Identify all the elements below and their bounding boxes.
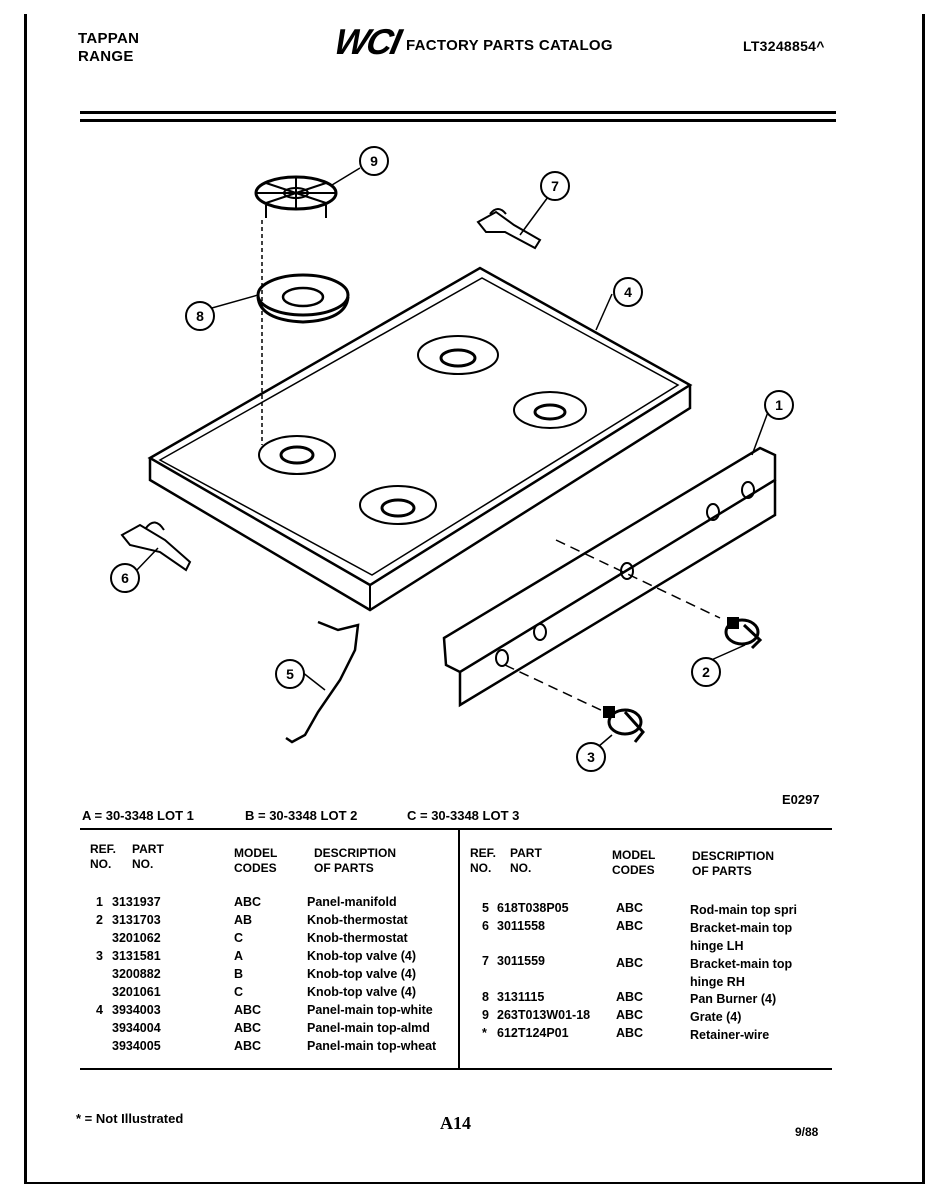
callout-5: 5 — [286, 666, 294, 682]
table-bottom-rule — [80, 1068, 832, 1070]
part-no: 618T038P05 — [497, 901, 569, 915]
description: Knob-top valve (4) — [307, 967, 417, 981]
header-part-right: PART NO. — [510, 846, 542, 875]
part-no: 3200882 — [112, 967, 161, 981]
exploded-parts-diagram — [0, 130, 943, 790]
part-no: 3934004 — [112, 1021, 161, 1035]
ref-no: 8 — [482, 990, 489, 1004]
part-no: 3934005 — [112, 1039, 161, 1053]
ref-no: 3 — [96, 949, 103, 963]
part-no: 612T124P01 — [497, 1026, 569, 1040]
header-part-left: PART NO. — [132, 842, 164, 871]
description: Bracket-main top hinge LH — [690, 921, 793, 953]
part-no: 3131703 — [112, 913, 161, 927]
model-codes: ABC — [234, 1021, 262, 1035]
description: Knob-top valve (4) — [307, 985, 417, 999]
grate — [256, 177, 336, 218]
description: Panel-main top-white — [307, 1003, 433, 1017]
ref-no: 1 — [96, 895, 103, 909]
part-no: 3011559 — [497, 954, 545, 968]
header-rule-bottom — [80, 119, 836, 122]
description: Retainer-wire — [690, 1028, 770, 1042]
callout-7: 7 — [551, 178, 559, 194]
part-no: 3201061 — [112, 985, 161, 999]
callout-6: 6 — [121, 570, 129, 586]
table-top-rule — [80, 828, 832, 830]
callout-9: 9 — [370, 153, 378, 169]
thermostat-knob — [726, 618, 760, 648]
header-ref-right: REF. NO. — [470, 846, 497, 875]
lot-a: A = 30-3348 LOT 1 — [82, 808, 194, 823]
brand-block — [78, 30, 139, 66]
description: Pan Burner (4) — [690, 992, 777, 1006]
model-codes: AB — [234, 913, 253, 927]
description: Knob-thermostat — [307, 913, 408, 927]
hinge-bracket-lh — [122, 522, 190, 570]
model-codes: ABC — [234, 1039, 262, 1053]
part-no: 263T013W01-18 — [497, 1008, 591, 1022]
ref-no: 2 — [96, 913, 103, 927]
main-top-panel — [150, 268, 690, 610]
ref-no: 5 — [482, 901, 489, 915]
date-code: 9/88 — [795, 1125, 819, 1139]
model-codes: ABC — [616, 901, 644, 915]
header-ref-left: REF. NO. — [90, 842, 117, 871]
part-no: 3131581 — [112, 949, 161, 963]
ref-no: 7 — [482, 954, 489, 968]
model-codes: C — [234, 931, 244, 945]
brand-name: TAPPAN — [78, 30, 140, 47]
header-model-right: MODEL CODES — [612, 848, 656, 877]
callout-1: 1 — [775, 397, 783, 413]
model-codes: ABC — [616, 990, 644, 1004]
description: Panel-main top-wheat — [307, 1039, 437, 1053]
lot-b: B = 30-3348 LOT 2 — [245, 808, 358, 823]
table-column-divider — [458, 829, 460, 1068]
wci-logo: WCI — [330, 21, 404, 62]
model-codes: ABC — [234, 1003, 262, 1017]
catalog-title: FACTORY PARTS CATALOG — [406, 37, 613, 54]
burner-pan — [258, 275, 348, 322]
description: Panel-main top-almd — [307, 1021, 430, 1035]
model-codes: A — [234, 949, 244, 963]
ref-no: 9 — [482, 1008, 489, 1022]
model-codes: ABC — [616, 919, 644, 933]
ref-no: * — [482, 1026, 487, 1040]
model-codes: C — [234, 985, 244, 999]
header-desc-right: DESCRIPTION OF PARTS — [692, 849, 775, 878]
description: Knob-top valve (4) — [307, 949, 417, 963]
product-type: RANGE — [78, 48, 134, 65]
description: Knob-thermostat — [307, 931, 408, 945]
part-no: 3011558 — [497, 919, 545, 933]
header-rule-top — [80, 111, 836, 114]
callout-4: 4 — [624, 284, 632, 300]
model-codes: ABC — [616, 1008, 644, 1022]
description: Rod-main top spri — [690, 903, 797, 917]
manifold-panel — [444, 448, 775, 705]
part-no: 3131115 — [497, 990, 545, 1004]
ref-no: 6 — [482, 919, 489, 933]
callout-8: 8 — [196, 308, 204, 324]
header-model-left: MODEL CODES — [234, 846, 278, 875]
lot-c: C = 30-3348 LOT 3 — [407, 808, 520, 823]
page-number: A14 — [440, 1113, 471, 1133]
header-desc-left: DESCRIPTION OF PARTS — [314, 846, 397, 875]
hinge-bracket-rh — [478, 209, 540, 248]
ref-no: 4 — [96, 1003, 103, 1017]
part-no: 3934003 — [112, 1003, 161, 1017]
part-no: 3131937 — [112, 895, 161, 909]
model-number: LT3248854^ — [743, 38, 825, 54]
callout-3: 3 — [587, 749, 595, 765]
model-codes: ABC — [616, 956, 644, 970]
description: Panel-manifold — [307, 895, 397, 909]
footnote-not-illustrated: * = Not Illustrated — [76, 1111, 184, 1126]
part-no: 3201062 — [112, 931, 161, 945]
diagram-code: E0297 — [782, 792, 820, 807]
model-codes: B — [234, 967, 244, 981]
description: Bracket-main top hinge RH — [690, 957, 793, 989]
description: Grate (4) — [690, 1010, 742, 1024]
model-codes: ABC — [234, 895, 262, 909]
model-codes: ABC — [616, 1026, 644, 1040]
callout-2: 2 — [702, 664, 710, 680]
